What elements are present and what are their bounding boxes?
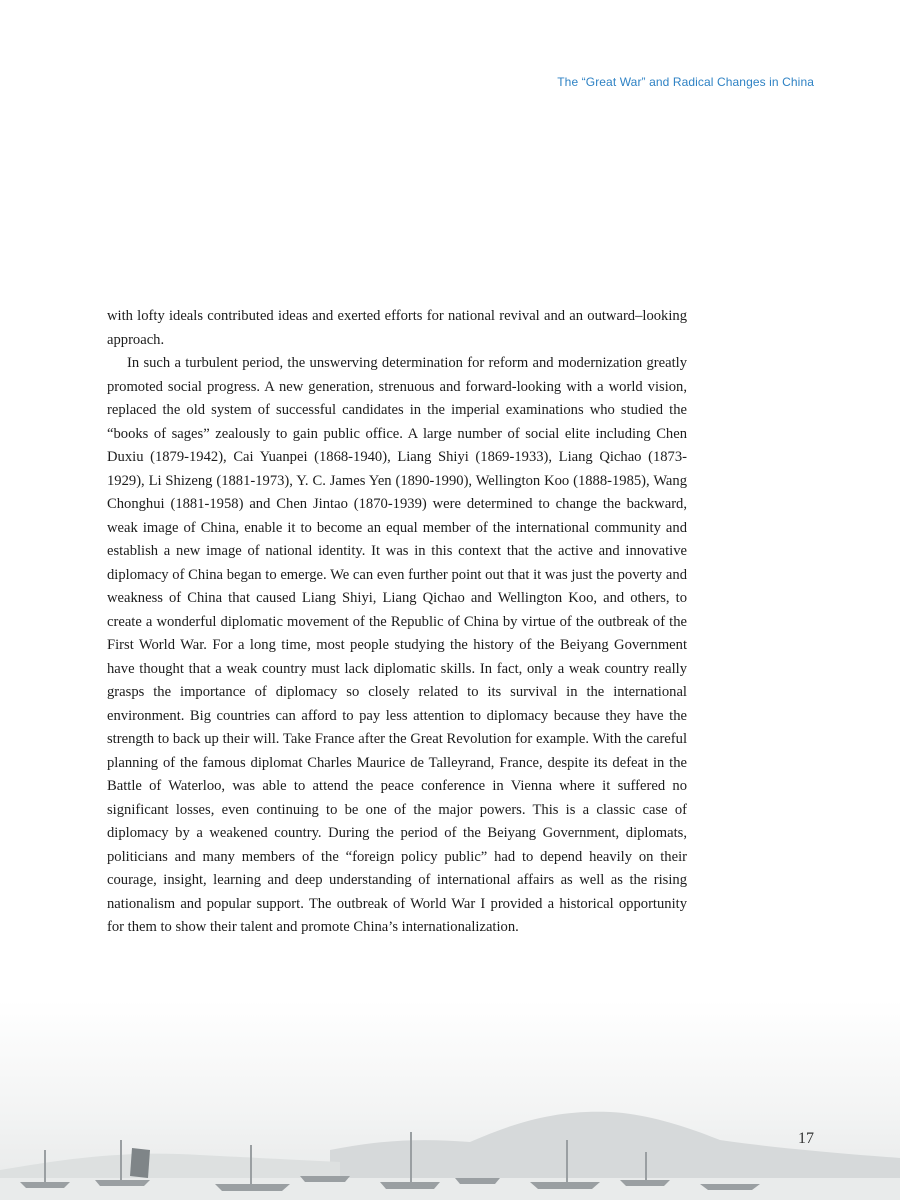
body-text (107, 305, 687, 940)
page-number: 17 (798, 1130, 814, 1147)
harbor-boats-illustration (0, 1000, 900, 1200)
running-header: The “Great War” and Radical Changes in China (557, 75, 814, 89)
paragraph-continued: with lofty ideals contributed ideas and exerted efforts for national revival and an outward–looking approach. (107, 308, 687, 348)
paragraph: In such a turbulent period, the unswerving determination for reform and modernization greatly promoted social progress. A new generation, strenuous and forward-looking with a world vision, replaced the old system of successful candidates in the imperial examinations who studied the “books of sages” zealously to gain public office. A large number of social elite including Chen Duxiu (1879-1942), Cai Yuanpei (1868-1940), Liang Shiyi (1869-1933), Liang Qichao (1873-1929), Li Shizeng (1881-1973), Y. C. James Yen (1890-1990), Wellington Koo (1888-1985), Wang Chonghui (1881-1958) and Chen Jintao (1870-1939) were determined to change the backward, weak image of China, enable it to become an equal member of the international community and establish a new image of national identity. It was in this context that the active and innovative diplomacy of China began to emerge. We can even further point out that it was just the poverty and weakness of China that caused Liang Shiyi, Liang Qichao and Wellington Koo, and others, to create a wonderful diplomatic movement of the Republic of China by virtue of the outbreak of the First World War. For a long time, most people studying the history of the Beiyang Government have thought that a weak country must lack diplomatic skills. In fact, only a weak country really grasps the importance of diplomacy so closely related to its survival in the international environment. Big countries can afford to pay less attention to diplomacy because they have the strength to back up their will. Take France after the Great Revolution for example. With the careful planning of the famous diplomat Charles Maurice de Talleyrand, France, despite its defeat in the Battle of Waterloo, was able to attend the peace conference in Vienna where it suffered no significant losses, even continuing to be one of the major powers. This is a classic case of diplomacy by a weakened country. During the period of the Beiyang Government, diplomats, politicians and many members of the “foreign policy public” had to depend heavily on their courage, insight, learning and deep understanding of international affairs as well as the rising nationalism and popular support. The outbreak of World War I provided a historical opportunity for them to show their talent and promote China’s internationalization. (107, 355, 687, 935)
